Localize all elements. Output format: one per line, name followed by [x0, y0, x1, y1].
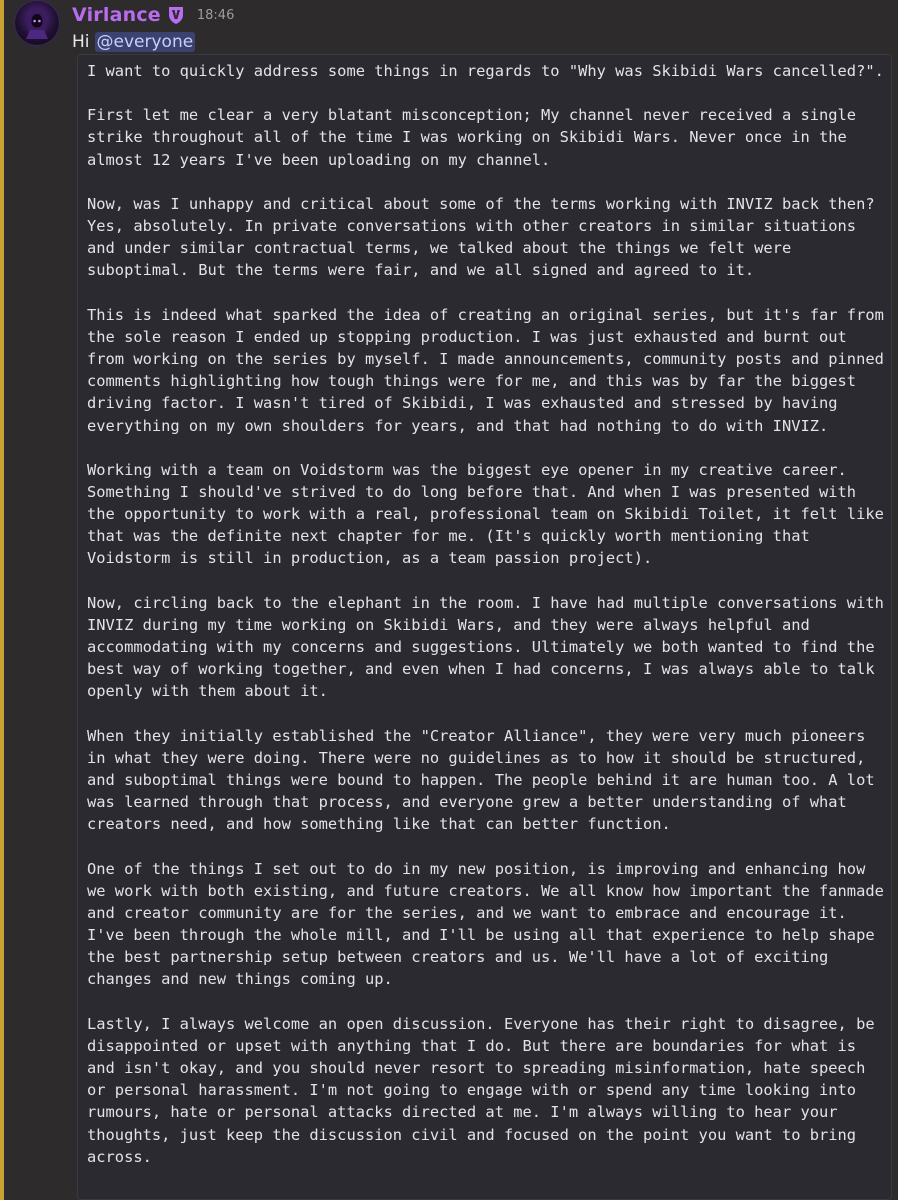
- code-line: One of the things I set out to do in my new position, is improving and enhancing how: [87, 859, 866, 878]
- code-line: and isn't okay, and you should never resort to spreading misinformation, hate speech: [87, 1059, 866, 1078]
- code-line: and under similar contractual terms, we talked about the things we felt were: [87, 239, 792, 258]
- code-line: and creator community are for the series, and we want to embrace and encourage it.: [87, 903, 847, 922]
- user-avatar[interactable]: [14, 0, 60, 46]
- code-line: INVIZ during my time working on Skibidi Wars, and they were always helpful and: [87, 615, 810, 634]
- shield-badge-icon: [167, 5, 185, 25]
- code-line: rumours, hate or personal attacks directed at me. I'm always willing to hear your: [87, 1103, 838, 1122]
- hooded-figure-avatar-icon: [20, 6, 54, 40]
- code-line: When they initially established the "Creator Alliance", they were very much pioneers: [87, 726, 866, 745]
- unread-accent-bar: [0, 0, 4, 1200]
- code-line: disappointed or upset with anything that I do. But there are boundaries for what is: [87, 1036, 857, 1055]
- greeting-text: Hi: [72, 32, 90, 52]
- code-line: or personal harassment. I'm not going to engage with or spend any time looking into: [87, 1081, 857, 1100]
- code-line: First let me clear a very blatant misconception; My channel never received a single: [87, 106, 857, 125]
- code-line: Now, was I unhappy and critical about some of the terms working with INVIZ back then?: [87, 194, 875, 213]
- code-line: Working with a team on Voidstorm was the biggest eye opener in my creative career.: [87, 460, 847, 479]
- code-line: the sole reason I ended up stopping production. I was just exhausted and burnt out: [87, 327, 847, 346]
- code-line: driving factor. I wasn't tired of Skibidi, I was exhausted and stressed by having: [87, 394, 838, 413]
- code-line: the opportunity to work with a real, professional team on Skibidi Toilet, it felt like: [87, 505, 884, 524]
- code-line: from working on the series by myself. I made announcements, community posts and pinned: [87, 350, 884, 369]
- code-line: I want to quickly address some things in regards to "Why was Skibidi Wars cancelled?".: [87, 62, 884, 80]
- code-line: openly with them about it.: [87, 682, 328, 701]
- code-line: and suboptimal things were bound to happen. The people behind it are human too. A lot: [87, 771, 875, 789]
- code-line: Now, circling back to the elephant in the room. I have had multiple conversations with: [87, 593, 884, 612]
- code-line: best way of working together, and even when I had concerns, I was always able to talk: [87, 660, 875, 679]
- code-line: Lastly, I always welcome an open discussion. Everyone has their right to disagree, be: [87, 1014, 875, 1033]
- code-line: Voidstorm is still in production, as a team passion project).: [87, 549, 653, 568]
- code-line: Something I should've strived to do long before that. And when I was presented with: [87, 482, 857, 501]
- message-header: [72, 2, 234, 28]
- code-line: we work with both existing, and future creators. We all know how important the fanmade: [87, 881, 884, 900]
- code-line: strike throughout all of the time I was working on Skibidi Wars. Never once in the: [87, 128, 847, 147]
- code-line: almost 12 years I've been uploading on my channel.: [87, 150, 551, 169]
- message-greeting: [72, 30, 195, 54]
- code-line: thoughts, just keep the discussion civil and focused on the point you want to bring: [87, 1125, 857, 1144]
- code-line: accommodating with my concerns and suggestions. Ultimately we both wanted to find the: [87, 638, 875, 657]
- code-line: Yes, absolutely. In private conversations with other creators in similar situations: [87, 217, 857, 236]
- username[interactable]: Virlance: [72, 4, 161, 26]
- code-line: changes and new things coming up.: [87, 970, 393, 989]
- code-line: creators need, and how something like that can better function.: [87, 815, 671, 834]
- code-line: in what they were doing. There were no guidelines as to how it should be structured,: [87, 748, 866, 767]
- code-line: across.: [87, 1147, 152, 1166]
- code-line: I've been through the whole mill, and I'll be using all that experience to help shape: [87, 926, 875, 945]
- chat-message: [6, 0, 898, 1200]
- code-block: [77, 54, 892, 1200]
- code-line: everything on my own shoulders for years, and that had nothing to do with INVIZ.: [87, 416, 829, 435]
- code-line: suboptimal. But the terms were fair, and we all signed and agreed to it.: [87, 261, 755, 280]
- code-block-text: [87, 60, 891, 1168]
- code-line: This is indeed what sparked the idea of creating an original series, but it's far from: [87, 305, 884, 324]
- code-line: comments highlighting how tough things were for me, and this was by far the biggest: [87, 372, 857, 391]
- code-line: was learned through that process, and everyone grew a better understanding of what: [87, 793, 847, 812]
- message-timestamp: 18:46: [196, 7, 235, 23]
- everyone-mention[interactable]: @everyone: [96, 32, 194, 52]
- code-line: the best partnership setup between creators and us. We'll have a lot of exciting: [87, 948, 829, 967]
- code-line: that was the definite next chapter for me. (It's quickly worth mentioning that: [87, 527, 810, 546]
